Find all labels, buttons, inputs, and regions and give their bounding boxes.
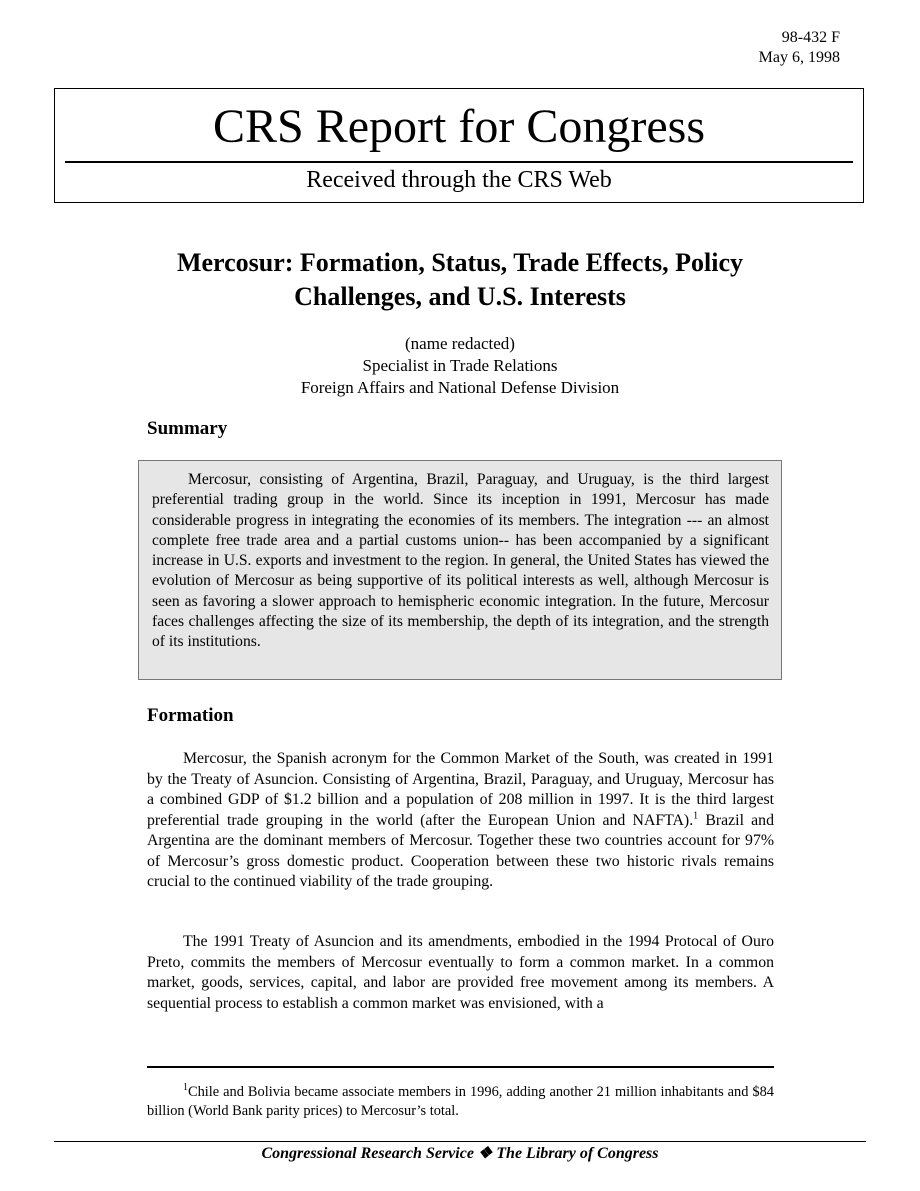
summary-text: Mercosur, consisting of Argentina, Brazil, Paraguay, and Uruguay, is the third largest preferential trading group in the world. Since its inception in 1991, Mercosur has made considerable progress in integrating the economies of its members. The integration --- an almost complete free trade area and a partial customs union-- has been accompanied by a significant increase in U.S. exports and investment to the region. In general, the United States has viewed the evolution of Mercosur as being supportive of its political interests as well, although Mercosur is seen as favoring a slower approach to hemispheric economic integration. In the future, Mercosur faces challenges affecting the size of its membership, the depth of its integration, and the strength of its institutions.: [152, 471, 769, 651]
author-division: Foreign Affairs and National Defense Division: [300, 378, 620, 397]
footnote-text: Chile and Bolivia became associate members in 1996, adding another 21 million inhabitants and $84 billion (World Bank parity prices) to Mercosur’s total.: [147, 1084, 774, 1119]
document-title-line-1: Mercosur: Formation, Status, Trade Effects, Policy: [176, 248, 744, 277]
footnote-divider: [147, 1066, 774, 1068]
banner-title: CRS Report for Congress: [213, 100, 705, 153]
formation-p1-text-b: Brazil and Argentina are the dominant members of Mercosur. Together these two countries account for 97% of Mercosur’s gross domestic product. Cooperation between these two historic rivals remains crucial to the continued viability of the trade grouping.: [147, 811, 774, 890]
formation-paragraph-1: [147, 749, 774, 893]
report-date: May 6, 1998: [758, 49, 840, 66]
formation-p2-text: The 1991 Treaty of Asuncion and its amendments, embodied in the 1994 Protocal of Ouro Preto, commits the members of Mercosur eventually to form a common market. In a common market, goods, services, capital, and labor are provided free movement among its members. A sequential process to establish a common market was envisioned, with a: [147, 933, 774, 1012]
footnote-marker: 1: [183, 1082, 188, 1094]
report-number: 98-432 F: [781, 29, 840, 46]
report-identifier: [759, 28, 840, 68]
banner-subtitle: Received through the CRS Web: [306, 167, 612, 193]
document-title: [140, 246, 780, 314]
page-footer: Congressional Research Service ❖ The Library of Congress: [261, 1145, 659, 1162]
footer-divider: [54, 1141, 866, 1142]
summary-heading: Summary: [147, 418, 228, 439]
footnote: [147, 1083, 774, 1121]
author-name: (name redacted): [405, 334, 515, 353]
author-role: Specialist in Trade Relations: [362, 356, 558, 375]
author-block: [140, 333, 780, 399]
footnote-reference[interactable]: 1: [693, 810, 699, 822]
report-banner: [54, 88, 864, 203]
summary-box: [138, 460, 782, 680]
banner-divider: [65, 161, 853, 163]
document-title-line-2: Challenges, and U.S. Interests: [294, 282, 626, 311]
formation-p1-text-a: Mercosur, the Spanish acronym for the Common Market of the South, was created in 1991 by the Treaty of Asuncion. Consisting of Argentina, Brazil, Paraguay, and Uruguay, Mercosur has a combined GDP of $1.2 billion and a population of 208 million in 1997. It is the third largest preferential trade grouping in the world (after the European Union and NAFTA).: [147, 750, 774, 829]
formation-heading: Formation: [147, 705, 234, 726]
formation-paragraph-2: [147, 932, 774, 1014]
